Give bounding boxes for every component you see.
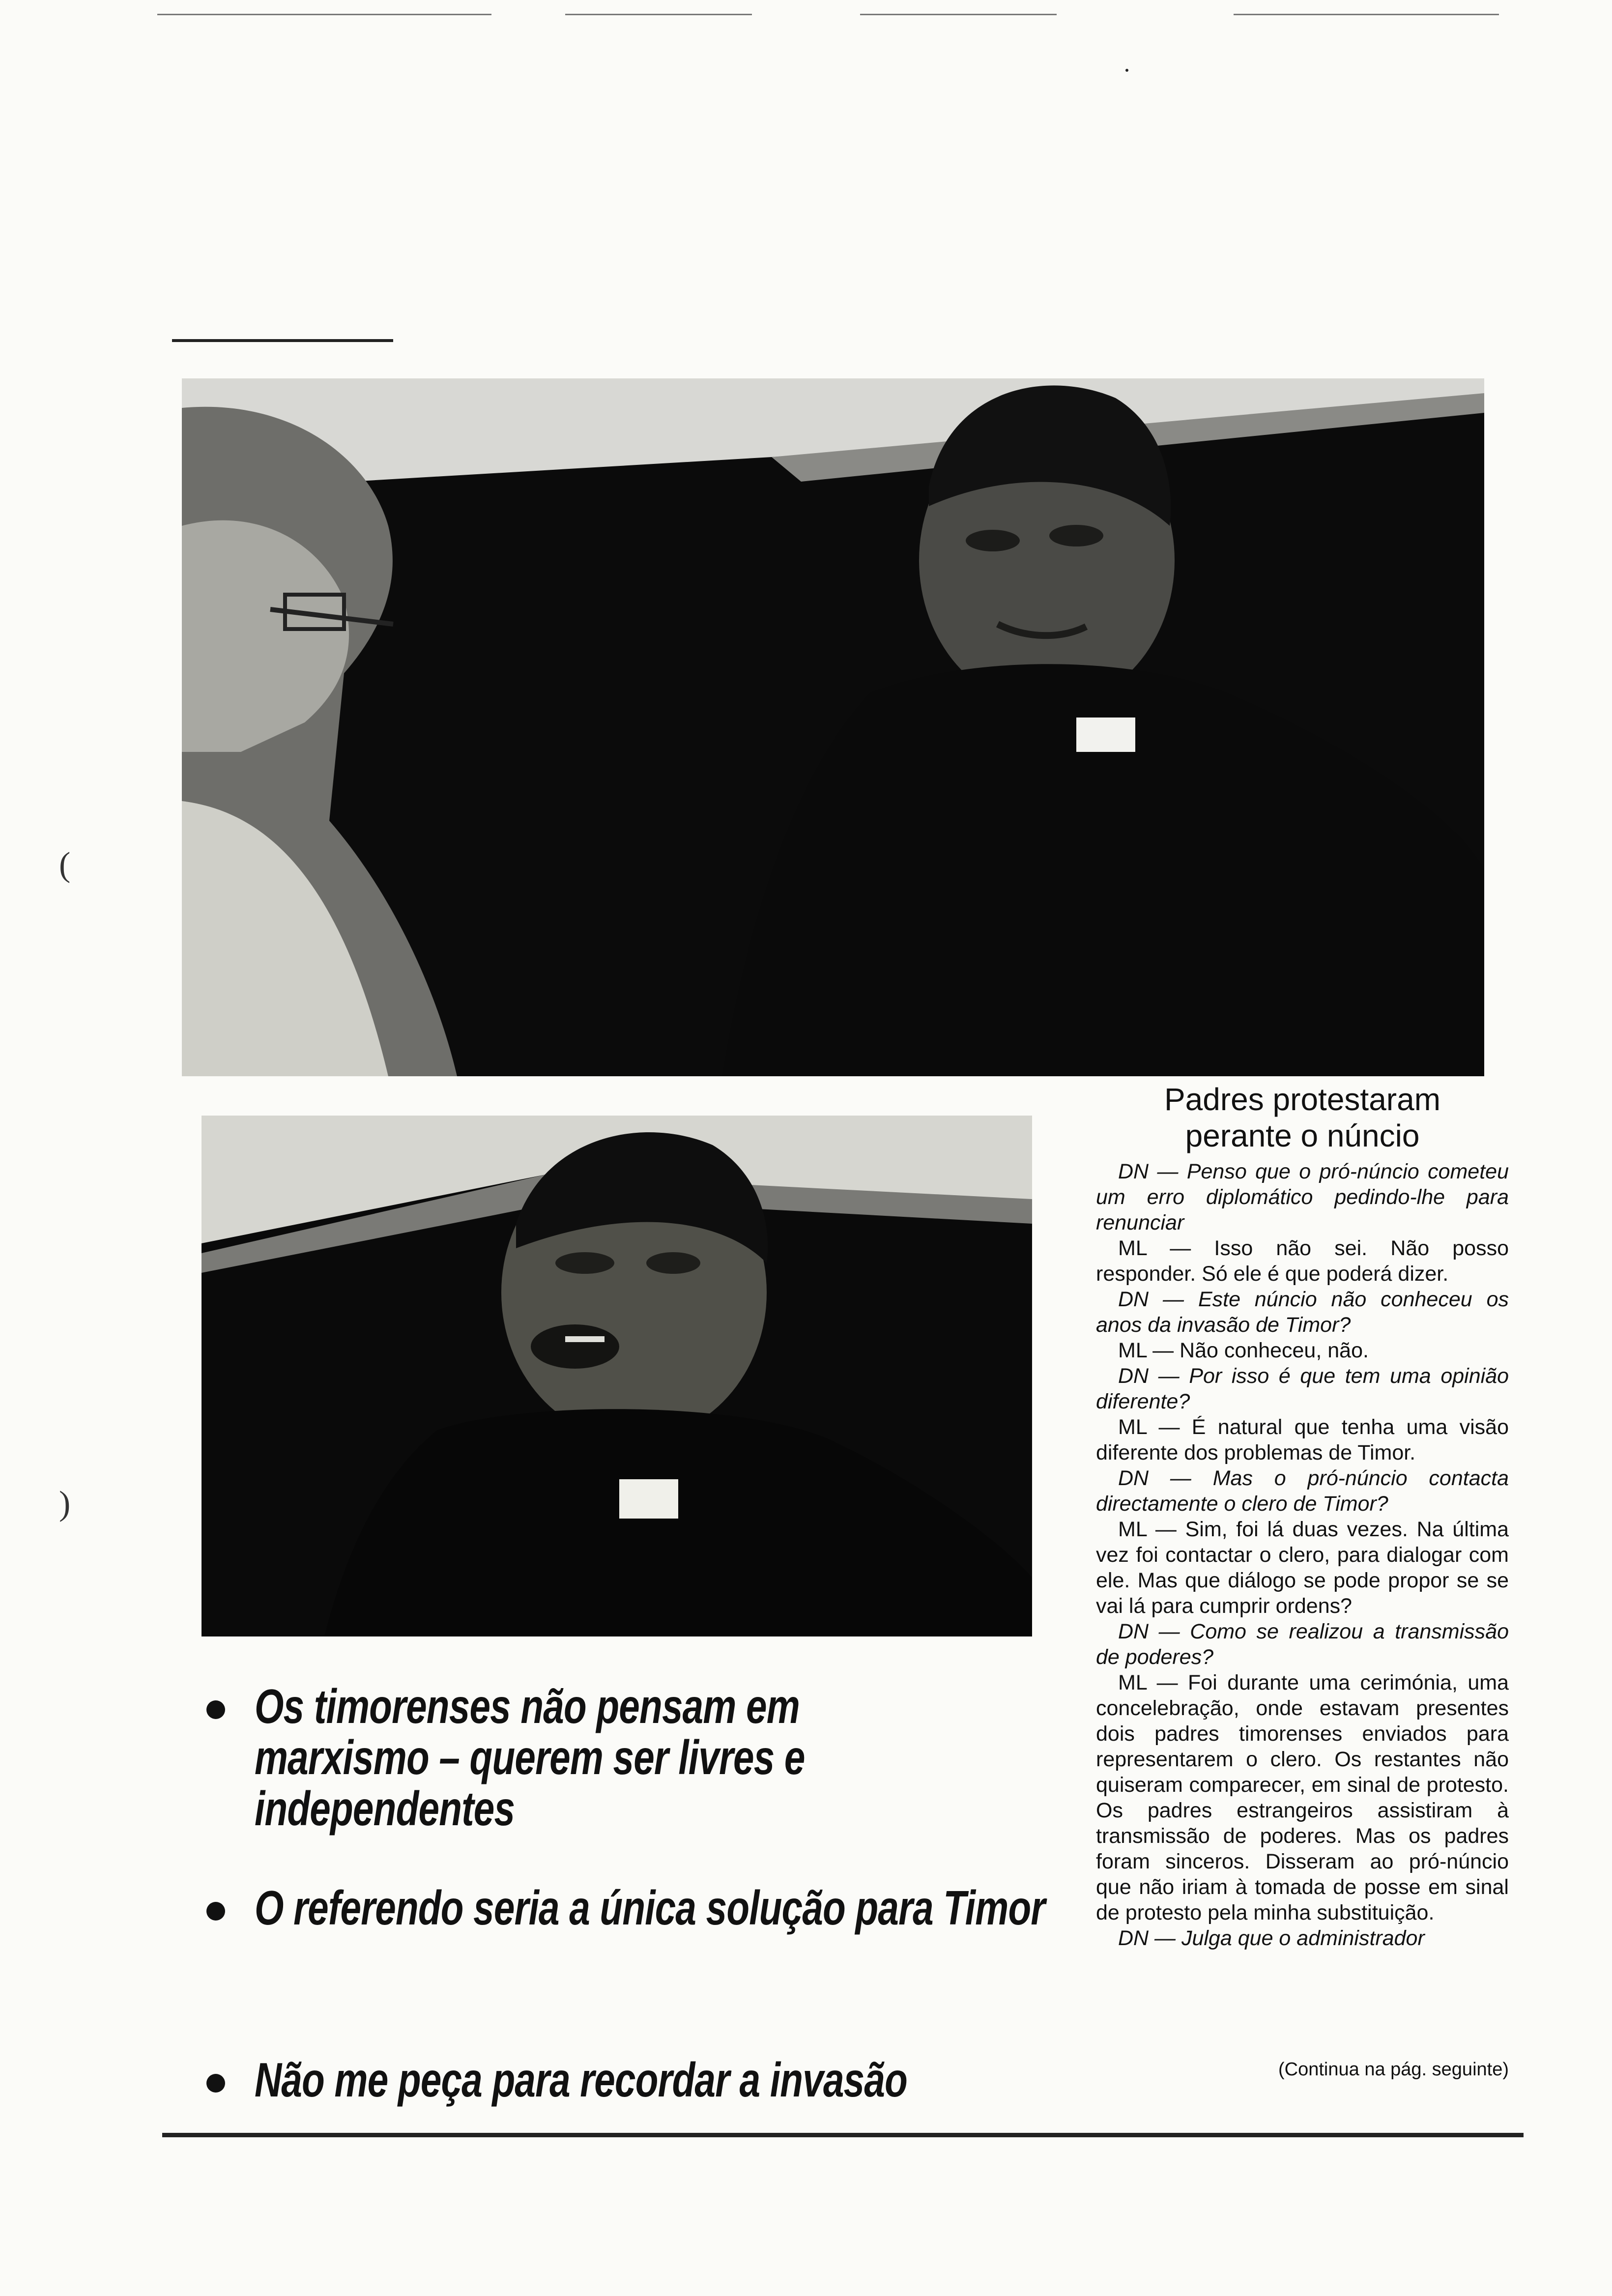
article-paragraph: ML — É natural que tenha uma visão diferente dos problemas de Timor. (1096, 1415, 1509, 1464)
highlight-item (206, 1681, 1065, 1834)
bottom-rule (162, 2133, 1524, 2137)
article-paragraph: DN — Este núncio não conheceu os anos da invasão de Timor? (1096, 1288, 1509, 1337)
article-paragraph: ML — Sim, foi lá duas vezes. Na última vez foi contactar o clero, para dialogar com ele. Mas que diálogo se pode propor se se vai lá para cumprir ordens? (1096, 1518, 1509, 1618)
top-rule-2 (565, 14, 752, 15)
highlight-item (206, 1882, 1360, 1933)
highlight-text: Não me peça para recordar a invasão (255, 2053, 908, 2107)
article-heading-line2: perante o núncio (1185, 1118, 1420, 1153)
article-heading-line1: Padres protestaram (1164, 1082, 1441, 1117)
article-paragraph: DN — Mas o pró-núncio contacta directamente o clero de Timor? (1096, 1466, 1509, 1516)
top-rule-1 (157, 14, 491, 15)
article-paragraph: ML — Isso não sei. Não posso responder. Só ele é que poderá dizer. (1096, 1236, 1509, 1286)
top-rule-3 (860, 14, 1057, 15)
highlight-text: Os timorenses não pensam em marxismo – querem ser livres e independentes (255, 1679, 805, 1836)
continued-note: (Continua na pág. seguinte) (1278, 2059, 1509, 2080)
photo-priest-speaking (202, 1116, 1032, 1636)
highlight-item (206, 2054, 1336, 2105)
scan-mark-left: ( (59, 846, 71, 884)
highlight-text: O referendo seria a única solução para Timor (255, 1881, 1045, 1935)
article-paragraph: ML — Foi durante uma cerimónia, uma concelebração, onde estavam presentes dois padres timorenses enviados para representarem o clero. Os restantes não quiseram comparecer, em sinal de protesto. Os padres estrangeiros assistiram à transmissão de poderes. Mas os padres foram sinceros. Disseram ao pró-núncio que não iriam à tomada de posse em sinal de protesto pela minha substituição. (1096, 1671, 1509, 1924)
top-rule-4 (1234, 14, 1499, 15)
article-paragraph: ML — Não conheceu, não. (1118, 1339, 1369, 1362)
article-paragraph: DN — Por isso é que tem uma opinião diferente? (1096, 1364, 1509, 1413)
photo-interview-top-graphic (182, 378, 1484, 1076)
photo-priest-speaking-graphic (202, 1116, 1032, 1636)
scan-dot (1125, 69, 1128, 72)
bullet-icon (206, 2074, 225, 2093)
photo-interview-top (182, 378, 1484, 1076)
article-column (1096, 1081, 1509, 1951)
bullet-icon (206, 1700, 225, 1719)
article-paragraph: DN — Como se realizou a transmissão de poderes? (1096, 1620, 1509, 1669)
article-paragraph: DN — Penso que o pró-núncio cometeu um erro diplomático pedindo-lhe para renunciar (1096, 1160, 1509, 1234)
article-paragraph: DN — Julga que o administrador (1118, 1926, 1425, 1950)
photo-top-rule (172, 339, 393, 342)
article-heading (1096, 1081, 1509, 1154)
bullet-icon (206, 1902, 225, 1921)
scan-mark-left-2: ) (59, 1485, 71, 1522)
